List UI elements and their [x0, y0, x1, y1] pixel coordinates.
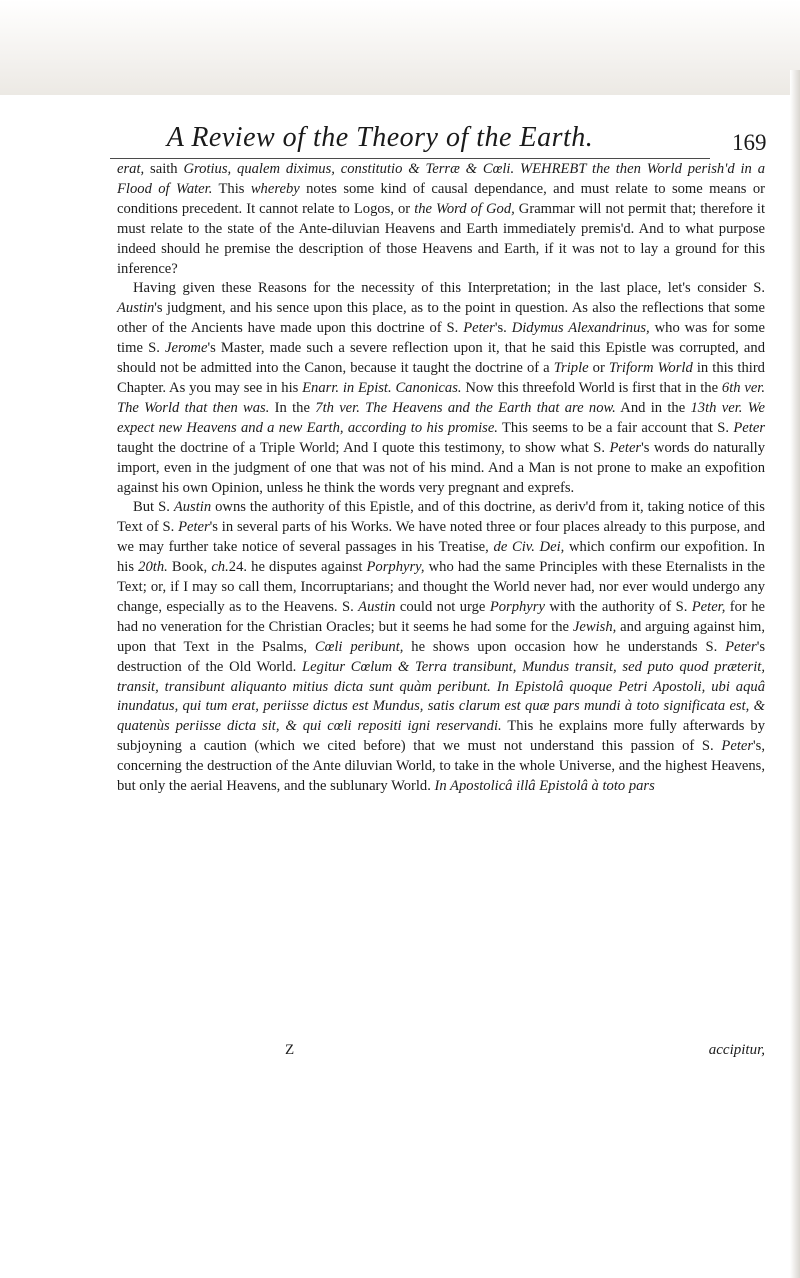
text-run: And in the: [615, 399, 691, 416]
text-run: Austin: [173, 499, 212, 516]
paragraph-2: [117, 279, 765, 498]
text-run: for he had no veneration for the Christian Oracles; but it seems he had some for the: [117, 598, 765, 635]
text-run: Peter: [609, 439, 642, 456]
text-run: or: [588, 360, 609, 377]
text-run: Porphyry,: [366, 559, 425, 576]
text-run: Jerome: [165, 340, 208, 357]
text-run: Peter: [178, 519, 210, 536]
header-rule: [110, 158, 710, 159]
text-run: the Word of God,: [414, 200, 515, 217]
text-run: Peter: [463, 320, 495, 337]
paragraph-1: [117, 160, 765, 279]
text-run: Peter: [733, 419, 765, 436]
text-run: 6th ver. The World that then was.: [117, 379, 766, 416]
text-run: This seems to be a fair account that S.: [497, 419, 734, 436]
running-title: A Review of the Theory of the Earth.: [166, 122, 594, 153]
page-number: 169: [732, 130, 767, 155]
text-run: 13th ver. We expect new Heavens and a new Earth, according to his promise.: [117, 399, 765, 436]
text-run: and arguing against him, upon that Text in the Psalms,: [117, 618, 766, 655]
text-run: he shows upon occasion how he understands S.: [403, 638, 726, 655]
text-run: Now this threefold World is first that in the: [461, 379, 722, 396]
scan-margin-right: [790, 70, 800, 1278]
text-run: could not urge: [395, 598, 490, 615]
text-run: In the: [269, 399, 316, 416]
text-run: which confirm our expofition. In his: [117, 539, 765, 576]
text-run: 's words do naturally import, even in the judgment of one that was not of his mind. And a Man is not prone to make an expofition against his own Opinion, unless he think the words very pregnant and exprefs.: [117, 439, 765, 496]
text-run: Triple: [553, 360, 589, 377]
text-run: who had the same Principles with these Eternalists in the Text; or, if I may so call them, Incorruptarians; and thought the World never had, nor ever would undergo any change, especially as to the Heavens. S.: [117, 559, 765, 615]
text-run: 7th ver. The Heavens and the Earth that are now.: [315, 399, 616, 416]
text-run: Triform World: [608, 360, 693, 377]
body-text: [117, 160, 765, 797]
text-run: Peter,: [691, 598, 726, 615]
text-run: 's, concerning the destruction of the Ante diluvian World, to take in the whole Universe, and the highest Heavens, but only the aerial Heavens, and the sublunary World.: [117, 738, 765, 795]
text-run: Having given these Reasons for the necessity of this Interpretation; in the last place, let's consider S.: [133, 280, 765, 297]
text-run: Grotius, qualem diximus, constitutio & Terræ & Cœli. WEHREBT the then World perish'd in a Flood of Water.: [117, 161, 766, 197]
text-run: In Apostolicâ illâ Epistolâ à toto pars: [434, 778, 655, 795]
text-run: Book,: [167, 559, 212, 576]
text-run: Peter: [725, 638, 757, 655]
text-run: This: [212, 180, 251, 197]
text-run: 's in several parts of his Works. We have noted three or four places already to this purpose, and we may further take notice of several passages in his Treatise,: [117, 519, 765, 556]
paragraph-3: [117, 498, 765, 797]
catchword: accipitur,: [708, 1042, 765, 1058]
text-run: erat,: [117, 161, 151, 177]
text-run: notes some kind of causal dependance, and must relate to some means or conditions precedent. It cannot relate to Logos, or: [117, 180, 765, 217]
text-run: Didymus Alexandrinus,: [511, 320, 650, 337]
signature-mark: Z: [285, 1042, 295, 1058]
text-run: saith: [150, 161, 184, 177]
text-run: Legitur Cœlum & Terra transibunt, Mundus transit, sed puto quod præterit, transit, transibunt aliquanto mitius dicta sunt quàm peribunt. In Epistolâ quoque Petri Apostoli, ubi aquâ inundatus, qui tum erat, periisse dictus est Mundus, satis clarum est quæ pars mundi à toto significata est, & quatenùs periisse dicta sit, & qui cœli repositi igni reservandi.: [117, 658, 765, 735]
text-run: This he explains more fully afterwards by subjoyning a caution (which we cited before) that we must not understand this passion of S.: [117, 718, 765, 755]
scan-margin-top: [0, 0, 800, 95]
text-run: de Civ. Dei,: [493, 539, 565, 556]
text-run: 's Master, made such a severe reflection upon it, that he said this Epistle was corrupted, and should not be admitted into the Canon, because it taught the doctrine of a: [117, 340, 766, 377]
text-run: Cœli peribunt,: [314, 638, 404, 655]
text-run: Porphyry: [489, 598, 545, 615]
text-run: Enarr. in Epist. Canonicas.: [302, 379, 462, 396]
text-run: 's.: [494, 320, 512, 337]
text-run: But S.: [133, 499, 174, 516]
text-run: owns the authority of this Epistle, and of this doctrine, as deriv'd from it, taking notice of this Text of S.: [117, 499, 765, 536]
text-run: 20th.: [138, 559, 168, 576]
text-run: in this third Chapter. As you may see in his: [117, 360, 765, 396]
text-run: 's destruction of the Old World.: [117, 638, 766, 675]
text-run: ch.: [211, 559, 229, 576]
text-run: Austin: [117, 300, 155, 317]
text-run: 24. he disputes against: [228, 559, 367, 576]
text-run: taught the doctrine of a Triple World; And I quote this testimony, to show what S.: [117, 439, 610, 456]
text-run: Grammar will not permit that; therefore it must relate to the state of the Ante-diluvian Heavens and Earth immediately premis'd. And to what purpose indeed should he premise the description of those Heavens and Earth, if it was not to lay a ground for this inference?: [117, 200, 765, 277]
text-run: with the authority of S.: [544, 598, 692, 615]
text-run: Jewish,: [572, 618, 617, 635]
text-run: 's judgment, and his sence upon this place, as to the point in question. As also the reflections that some other of the Ancients have made upon this doctrine of S.: [117, 300, 765, 337]
text-run: Austin: [358, 598, 396, 615]
text-run: who was for some time S.: [117, 320, 765, 357]
text-run: whereby: [250, 180, 300, 197]
text-run: Peter: [721, 738, 754, 755]
